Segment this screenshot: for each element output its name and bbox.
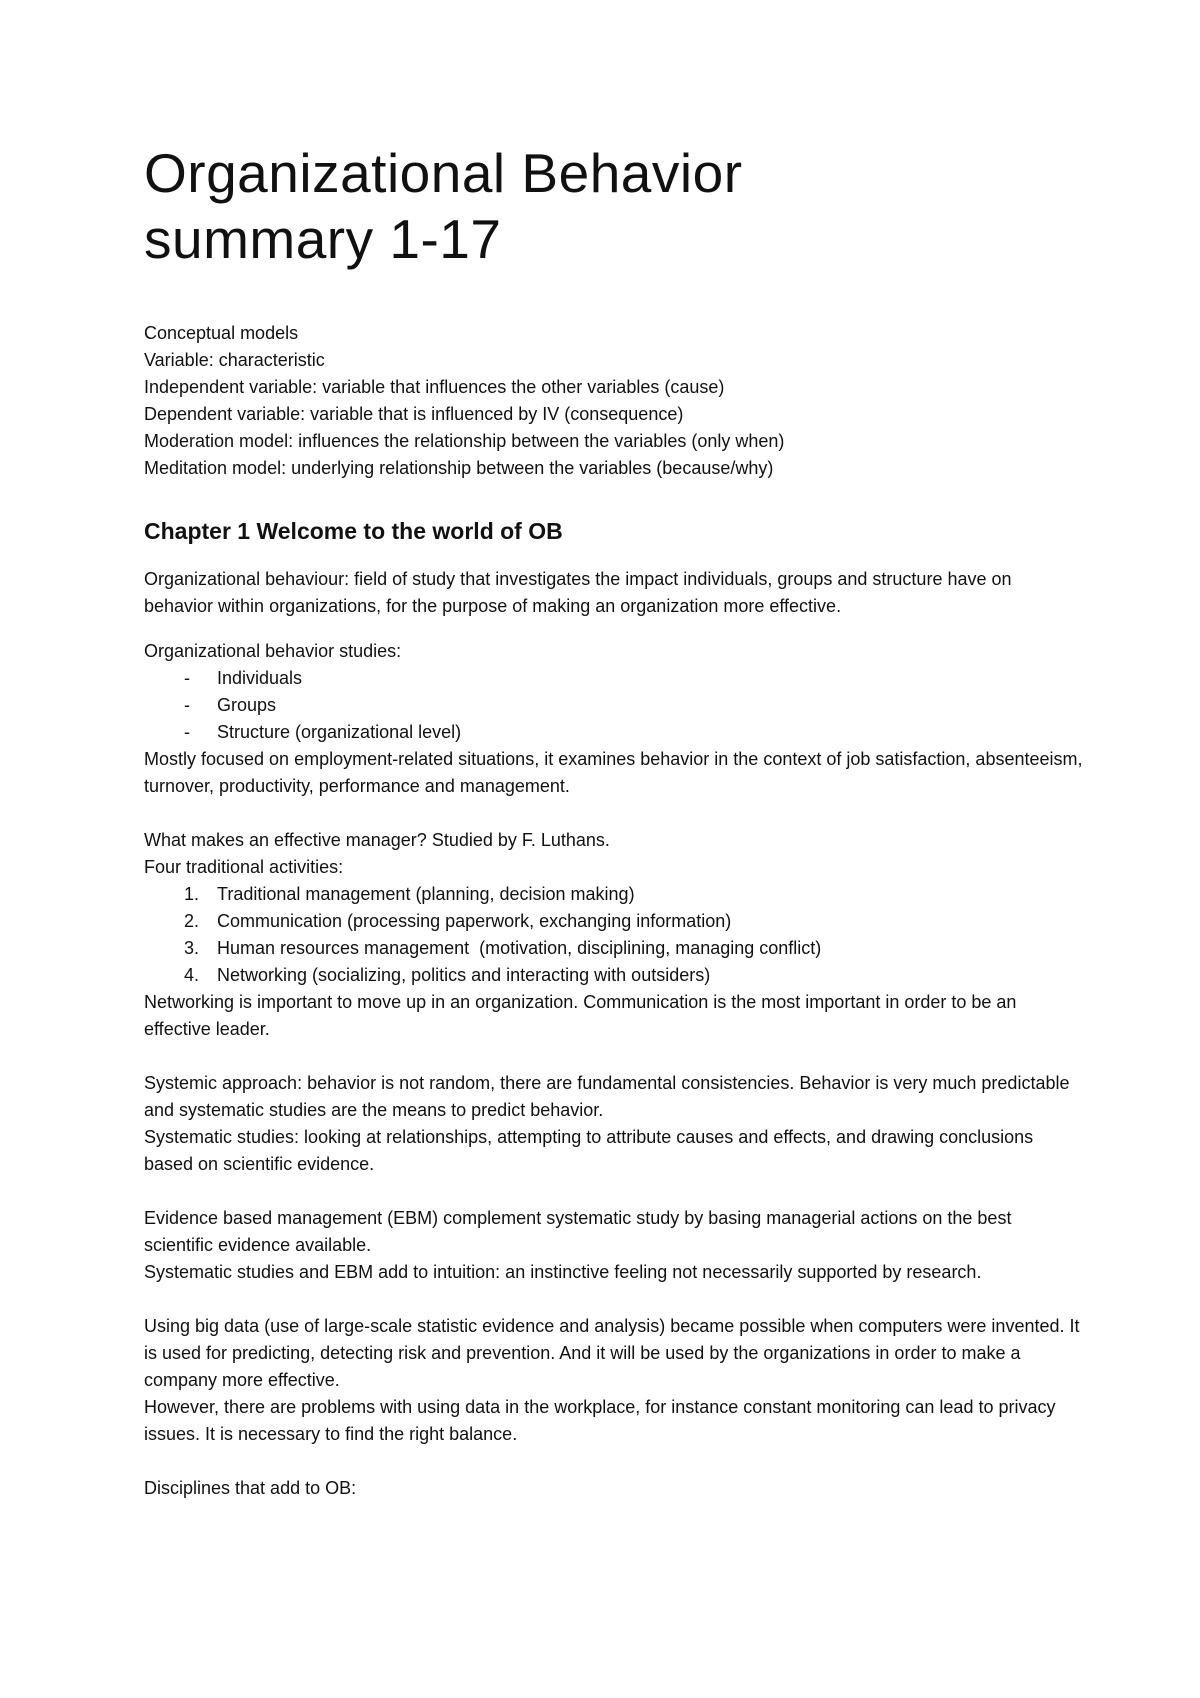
spacer	[144, 1286, 1084, 1313]
chapter-heading: Chapter 1 Welcome to the world of OB	[144, 518, 563, 544]
list-item	[144, 665, 1084, 692]
definition-paragraph: Organizational behaviour: field of study that investigates the impact individuals, groups and structure have on behavior within organizations, for the purpose of making an organization more effective.	[144, 569, 1012, 616]
intro-block	[144, 320, 1084, 482]
title-line-2: summary 1-17	[144, 208, 502, 270]
systematic-studies: Systematic studies: looking at relationships, attempting to attribute causes and effects, and drawing conclusions based on scientific evidence.	[144, 1127, 1034, 1174]
activities-list	[144, 881, 1084, 989]
list-number: 1.	[184, 884, 200, 904]
list-item-text: Individuals	[217, 668, 303, 688]
list-item	[144, 908, 1084, 935]
list-item	[144, 935, 1084, 962]
intro-line: Conceptual models	[144, 323, 299, 343]
intuition-paragraph: Systematic studies and EBM add to intuition: an instinctive feeling not necessarily supported by research.	[144, 1262, 982, 1282]
list-number: 2.	[184, 911, 200, 931]
big-data-paragraph: Using big data (use of large-scale statistic evidence and analysis) became possible when computers were invented. It is used for predicting, detecting risk and prevention. And it will be used by the organizations in order to make a company more effective.	[144, 1316, 1080, 1390]
systemic-approach: Systemic approach: behavior is not random, there are fundamental consistencies. Behavior is very much predictable and systematic studies are the means to predict behavior.	[144, 1073, 1070, 1120]
list-item-text: Traditional management (planning, decision making)	[217, 884, 635, 904]
list-number: 4.	[184, 965, 200, 985]
studies-intro: Organizational behavior studies:	[144, 641, 402, 661]
list-item	[144, 962, 1084, 989]
intro-line: Variable: characteristic	[144, 350, 325, 370]
list-item-text: Structure (organizational level)	[217, 722, 462, 742]
big-data-problems: However, there are problems with using data in the workplace, for instance constant monitoring can lead to privacy issues. It is necessary to find the right balance.	[144, 1397, 1056, 1444]
list-bullet: -	[184, 722, 190, 742]
intro-line: Independent variable: variable that influences the other variables (cause)	[144, 377, 725, 397]
manager-question: What makes an effective manager? Studied by F. Luthans.	[144, 830, 610, 850]
list-item-text: Groups	[217, 695, 277, 715]
networking-conclusion: Networking is important to move up in an organization. Communication is the most important in order to be an effective leader.	[144, 992, 1017, 1039]
document-title	[144, 140, 1084, 272]
list-item	[144, 881, 1084, 908]
studies-conclusion: Mostly focused on employment-related situations, it examines behavior in the context of job satisfaction, absenteeism, turnover, productivity, performance and management.	[144, 749, 1083, 796]
list-item-text: Human resources management (motivation, disciplining, managing conflict)	[217, 938, 822, 958]
title-line-1: Organizational Behavior	[144, 142, 743, 204]
intro-line: Moderation model: influences the relationship between the variables (only when)	[144, 431, 785, 451]
list-bullet: -	[184, 668, 190, 688]
list-bullet: -	[184, 695, 190, 715]
spacer	[144, 800, 1084, 827]
studies-list	[144, 665, 1084, 746]
ebm-paragraph: Evidence based management (EBM) complement systematic study by basing managerial actions on the best scientific evidence available.	[144, 1208, 1012, 1255]
list-item	[144, 692, 1084, 719]
list-number: 3.	[184, 938, 200, 958]
document-page	[144, 140, 1084, 1502]
spacer	[144, 1043, 1084, 1070]
spacer	[144, 1178, 1084, 1205]
list-item-text: Networking (socializing, politics and interacting with outsiders)	[217, 965, 711, 985]
intro-line: Dependent variable: variable that is influenced by IV (consequence)	[144, 404, 684, 424]
disciplines-heading: Disciplines that add to OB:	[144, 1478, 357, 1498]
activities-intro: Four traditional activities:	[144, 857, 344, 877]
list-item	[144, 719, 1084, 746]
spacer	[144, 1448, 1084, 1475]
list-item-text: Communication (processing paperwork, exchanging information)	[217, 911, 732, 931]
intro-line: Meditation model: underlying relationship between the variables (because/why)	[144, 458, 774, 478]
